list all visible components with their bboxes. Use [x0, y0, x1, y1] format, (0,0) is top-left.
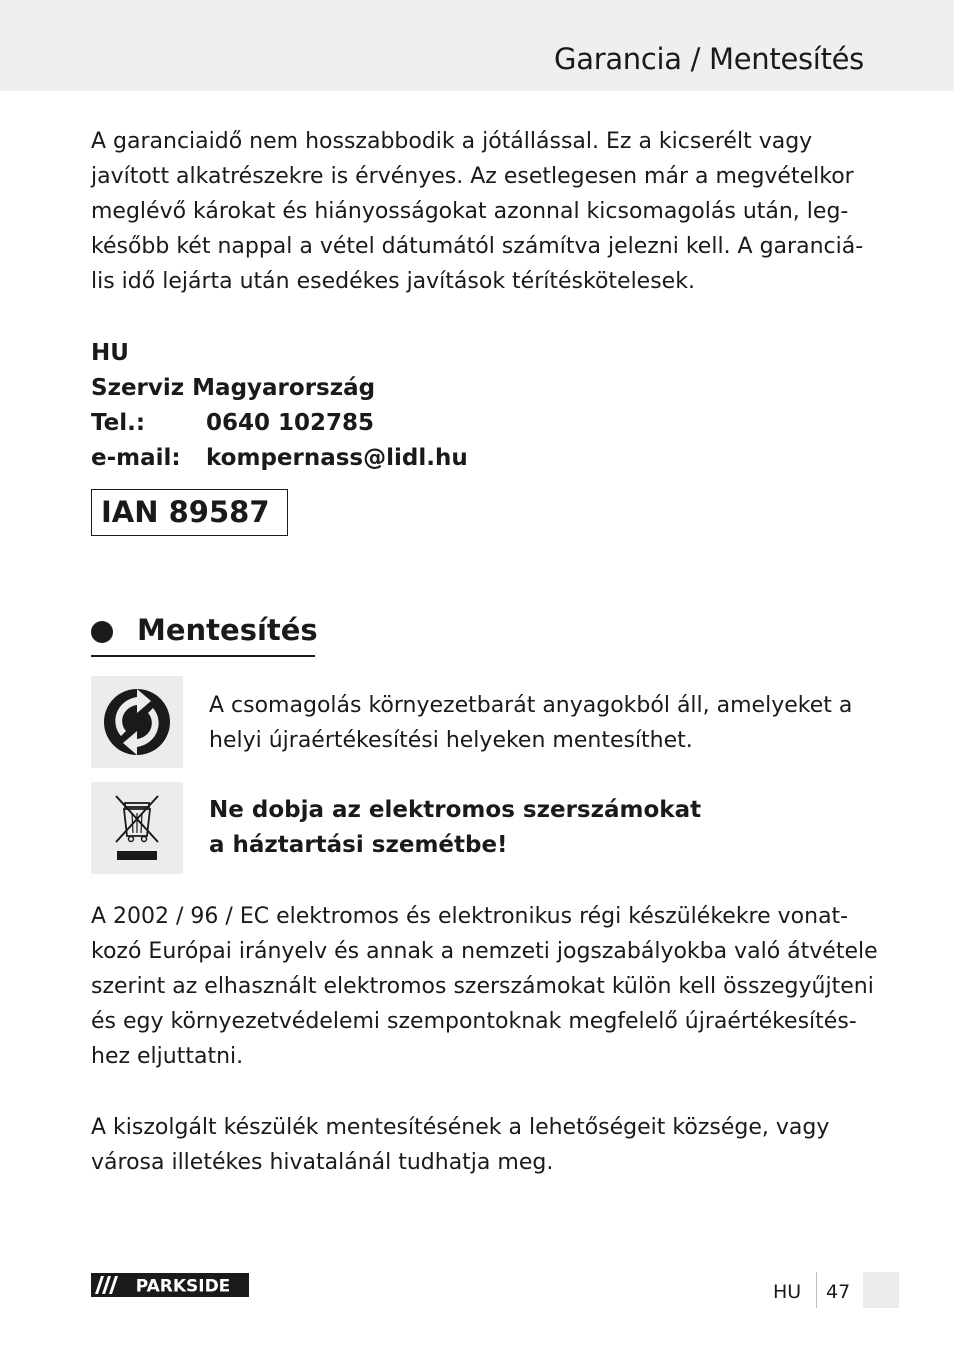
section-heading	[91, 611, 318, 657]
contact-country: HU	[91, 340, 129, 366]
page-title: Garancia / Mentesítés	[554, 42, 864, 76]
footer-divider	[816, 1272, 817, 1308]
text-line: később két nappal a vétel dátumától számítva jelezni kell. A garanciá-	[91, 234, 864, 259]
text-line: hez eljuttatni.	[91, 1044, 244, 1069]
disposal-paragraph	[91, 1110, 866, 1180]
text-line: a háztartási szemétbe!	[209, 832, 508, 858]
contact-service: Szerviz Magyarország	[91, 375, 376, 401]
text-line: kozó Európai irányelv és annak a nemzeti jogszabályokba való átvétele	[91, 939, 878, 964]
text-line: Ne dobja az elektromos szerszámokat	[209, 797, 702, 823]
tel-value: 0640 102785	[206, 410, 375, 436]
crossed-bin-icon	[91, 782, 183, 874]
directive-paragraph	[91, 899, 878, 1074]
text-line: meglévő károkat és hiányosságokat azonnal kicsomagolás után, leg-	[91, 199, 849, 224]
text-line: A kiszolgált készülék mentesítésének a lehetőségeit községe, vagy	[91, 1115, 830, 1140]
weee-warning-text	[209, 793, 701, 863]
text-line: szerint az elhasznált elektromos szerszámokat külön kell összegyűjteni	[91, 974, 874, 999]
service-contact	[91, 336, 468, 476]
recycle-text	[209, 688, 852, 758]
email-value: kompernass@lidl.hu	[206, 445, 468, 471]
text-line: helyi újraértékesítési helyeken mentesíthet.	[209, 728, 693, 753]
email-label: e-mail:	[91, 445, 181, 471]
text-line: városa illetékes hivatalánál tudhatja meg.	[91, 1150, 554, 1175]
green-dot-recycle-icon	[91, 676, 183, 768]
intro-paragraph	[91, 124, 866, 299]
text-line: A garanciaidő nem hosszabbodik a jótállással. Ez a kicserélt vagy	[91, 129, 813, 154]
corner-tab	[863, 1272, 899, 1308]
tel-label: Tel.:	[91, 410, 146, 436]
text-line: A csomagolás környezetbarát anyagokból áll, amelyeket a	[209, 693, 853, 718]
page-number: 47	[826, 1281, 851, 1303]
parkside-logo	[91, 1273, 249, 1297]
ian-number-box: IAN 89587	[91, 489, 288, 536]
text-line: és egy környezetvédelemi szempontoknak megfelelő újraértékesítés-	[91, 1009, 857, 1034]
contact-tel-row	[91, 406, 468, 441]
text-line: lis idő lejárta után esedékes javítások térítéskötelesek.	[91, 269, 695, 294]
page-language: HU	[773, 1281, 802, 1303]
logo-text: PARKSIDE	[135, 1276, 231, 1297]
section-title: Mentesítés	[137, 613, 318, 647]
bullet-icon	[91, 621, 113, 643]
text-line: javított alkatrészekre is érvényes. Az esetlegesen már a megvételkor	[91, 164, 854, 189]
contact-email-row	[91, 441, 468, 476]
text-line: A 2002 / 96 / EC elektromos és elektronikus régi készülékekre vonat-	[91, 904, 849, 929]
